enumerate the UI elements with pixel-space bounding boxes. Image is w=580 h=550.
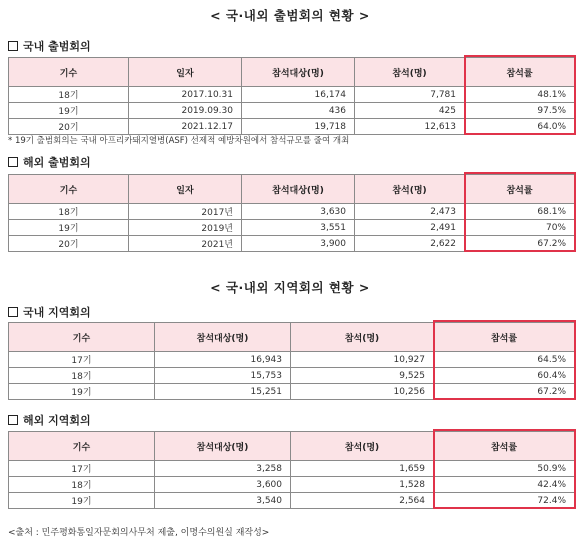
table-cell: 7,781 (355, 87, 465, 103)
col-header: 기수 (9, 175, 129, 204)
table-row (9, 493, 575, 509)
table-cell: 15,251 (155, 384, 291, 400)
table-cell: 18기 (9, 204, 129, 220)
table-cell: 48.1% (465, 87, 575, 103)
table-cell: 2021년 (129, 236, 242, 252)
table-cell: 1,528 (291, 477, 434, 493)
table-cell: 9,525 (291, 368, 434, 384)
table-cell: 18기 (9, 477, 155, 493)
table-row (9, 368, 575, 384)
table-cell: 19기 (9, 493, 155, 509)
section-heading-label: 국내 출범회의 (23, 40, 91, 53)
table-cell: 72.4% (434, 493, 575, 509)
checkbox-square-icon (8, 157, 18, 167)
col-header: 참석대상(명) (242, 58, 355, 87)
section-heading-label: 해외 지역회의 (23, 414, 91, 427)
col-header: 참석(명) (291, 432, 434, 461)
table-cell: 2,564 (291, 493, 434, 509)
table-cell: 19,718 (242, 119, 355, 135)
page-title-regional: < 국·내외 지역회의 현황 > (210, 280, 370, 295)
table-cell: 2017년 (129, 204, 242, 220)
checkbox-square-icon (8, 307, 18, 317)
col-header-rate: 참석률 (434, 432, 575, 461)
table-cell: 17기 (9, 461, 155, 477)
col-header: 기수 (9, 432, 155, 461)
col-header: 참석(명) (355, 58, 465, 87)
table-cell: 67.2% (465, 236, 575, 252)
table-cell: 10,256 (291, 384, 434, 400)
table-cell: 18기 (9, 368, 155, 384)
table-cell: 42.4% (434, 477, 575, 493)
table-cell: 1,659 (291, 461, 434, 477)
table-cell: 2021.12.17 (129, 119, 242, 135)
col-header: 기수 (9, 58, 129, 87)
domestic-convention-table (8, 57, 575, 135)
section-heading-domestic-reg (8, 304, 91, 320)
table-row (9, 204, 575, 220)
table-row (9, 103, 575, 119)
checkbox-square-icon (8, 41, 18, 51)
col-header: 일자 (129, 175, 242, 204)
table-cell: 60.4% (434, 368, 575, 384)
overseas-convention-table (8, 174, 575, 252)
page-title-conventions: < 국·내외 출범회의 현황 > (210, 8, 370, 23)
table-row (9, 220, 575, 236)
table-cell: 20기 (9, 119, 129, 135)
checkbox-square-icon (8, 415, 18, 425)
col-header: 참석대상(명) (155, 323, 291, 352)
section-heading-label: 해외 출범회의 (23, 156, 91, 169)
overseas-regional-table (8, 431, 575, 509)
section-heading-overseas-conv (8, 154, 91, 170)
table-cell: 19기 (9, 103, 129, 119)
table-cell: 12,613 (355, 119, 465, 135)
table-cell: 16,174 (242, 87, 355, 103)
col-header: 참석(명) (355, 175, 465, 204)
table-cell: 2019년 (129, 220, 242, 236)
table-cell: 425 (355, 103, 465, 119)
table-cell: 2019.09.30 (129, 103, 242, 119)
table-cell: 67.2% (434, 384, 575, 400)
table-cell: 64.5% (434, 352, 575, 368)
table-row (9, 384, 575, 400)
table-cell: 50.9% (434, 461, 575, 477)
table-cell: 3,600 (155, 477, 291, 493)
section-heading-label: 국내 지역회의 (23, 306, 91, 319)
col-header-rate: 참석률 (465, 175, 575, 204)
domestic-regional-table (8, 322, 575, 400)
table-row (9, 477, 575, 493)
table-cell: 2017.10.31 (129, 87, 242, 103)
table-cell: 2,491 (355, 220, 465, 236)
col-header: 일자 (129, 58, 242, 87)
table-cell: 436 (242, 103, 355, 119)
section-heading-domestic-conv (8, 38, 91, 54)
col-header: 참석대상(명) (242, 175, 355, 204)
table-cell: 3,258 (155, 461, 291, 477)
table-row (9, 236, 575, 252)
table-cell: 3,551 (242, 220, 355, 236)
table-cell: 3,630 (242, 204, 355, 220)
table-cell: 19기 (9, 384, 155, 400)
table-row (9, 87, 575, 103)
table-cell: 20기 (9, 236, 129, 252)
table-cell: 70% (465, 220, 575, 236)
table-cell: 18기 (9, 87, 129, 103)
table-cell: 97.5% (465, 103, 575, 119)
col-header: 기수 (9, 323, 155, 352)
table-cell: 3,900 (242, 236, 355, 252)
col-header-rate: 참석률 (465, 58, 575, 87)
source-note: <출처 : 민주평화통일자문회의사무처 제출, 이명수의원실 재작성> (8, 528, 270, 538)
table-cell: 64.0% (465, 119, 575, 135)
table-cell: 19기 (9, 220, 129, 236)
table-cell: 15,753 (155, 368, 291, 384)
footnote: * 19기 출범회의는 국내 아프리카돼지열병(ASF) 선제적 예방차원에서 참석규모를 줄여 개최 (8, 136, 350, 146)
table-row (9, 119, 575, 135)
col-header: 참석(명) (291, 323, 434, 352)
table-cell: 2,622 (355, 236, 465, 252)
table-cell: 2,473 (355, 204, 465, 220)
table-cell: 10,927 (291, 352, 434, 368)
table-cell: 17기 (9, 352, 155, 368)
table-row (9, 352, 575, 368)
col-header-rate: 참석률 (434, 323, 575, 352)
table-cell: 3,540 (155, 493, 291, 509)
section-heading-overseas-reg (8, 412, 91, 428)
col-header: 참석대상(명) (155, 432, 291, 461)
table-row (9, 461, 575, 477)
table-cell: 68.1% (465, 204, 575, 220)
table-cell: 16,943 (155, 352, 291, 368)
